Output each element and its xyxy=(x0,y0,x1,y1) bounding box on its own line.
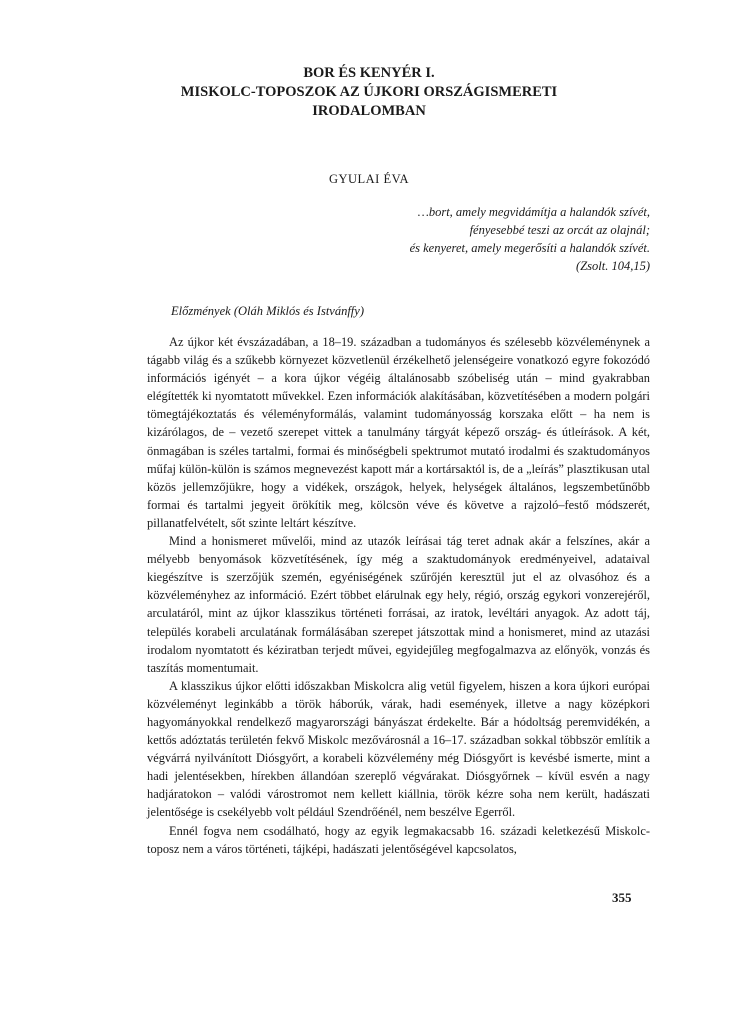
page-number: 355 xyxy=(612,890,632,905)
title-line-1: BOR ÉS KENYÉR I. xyxy=(303,65,435,81)
article-title xyxy=(100,64,638,121)
epigraph xyxy=(230,203,650,275)
paragraph: A klasszikus újkor előtti időszakban Miskolcra alig vetül figyelem, hiszen a kora újkori európai közvéleményt leginkább a török háborúk, várak, hadi események, illetve a nagy középkori hagyományokkal rendelkező magyarországi bányászat érdekelte. Bár a hódoltság peremvidékén, a kettős adóztatás területén fekvő Miskolc mezővárosnál a 16–17. században sokkal többször említik a végvárrá nyilvánított Diósgyőrt, a korabeli közvélemény még Diósgyőrt is kevésbé ismerte, mint a hadi jelentésekben, hírekben állandóan szereplő végvárakat. Diósgyőrnek – kívül esvén a nagy hadjáratokon – valódi várostromot nem kellett kiállnia, török kézre soha nem került, hadászati jelentősége is csekélyebb volt például Szendrőénél, nem beszélve Egerről. xyxy=(147,678,650,820)
epigraph-line-1: …bort, amely megvidámítja a halandók szívét, xyxy=(417,205,650,219)
epigraph-line-2: fényesebbé teszi az orcát az olajnál; xyxy=(469,223,650,237)
section-heading: Előzmények (Oláh Miklós és Istvánffy) xyxy=(171,304,364,318)
paragraph: Mind a honismeret művelői, mind az utazók leírásai tág teret adnak akár a felszínes, akár a mélyebb benyomások közvetítésének, így még a szaktudományok eredményeivel, adataival kiegészítve is szerzőjük szemén, egyéniségének szűrőjén keresztül jut el az olvasóhoz és a közvéleményhez az információ. Ezért többet elárulnak egy hely, régió, ország egykori vonzerejéről, arculatáról, mint az újkor klasszikus történeti forrásai, az iratok, levéltári anyagok. Az adott táj, település korabeli arculatának formálásában szerepet játszottak mind a honismeret, mind az utazási irodalom nyomtatott és kéziratban terjedt művei, egyidejűleg megfogalmazva az előnyök, vonzás és taszítás momentumait. xyxy=(147,534,650,675)
title-line-2: MISKOLC-TOPOSZOK AZ ÚJKORI ORSZÁGISMERETI xyxy=(180,84,558,100)
author-name: GYULAI ÉVA xyxy=(328,172,410,186)
body-text xyxy=(147,333,650,858)
paragraph: Az újkor két évszázadában, a 18–19. században a tudományos és szélesebb közvéleménynek a tágabb világ és a szűkebb környezet közvetlenül érzékelhető jelenségeire vonatkozó egyre fokozódó információs igényét – a kora újkor végéig általánosabb szóbeliség után – mind gyakrabban elégítették ki nyomtatott művekkel. Ezen információk alakításában, közvetítésében a modern polgári tömegtájékoztatás és véleményformálás, valamint tudományosság korszaka előtt – ha nem is kizárólagos, de – vezető szerepet vittek a tanulmány tárgyát képező ország- és útleírások. A két, önmagában is széles tartalmi, formai és minőségbeli spektrumot mutató irodalmi és szaktudományos műfaj külön-külön is számos megnevezést kapott már a kortársaktól is, de a „leírás” plasztikusan utal közös jellemzőjükre, hogy a vidékek, országok, helyek, helységek általános, legszembetűnőbb formai és tartalmi jegyeit örökítik meg, kölcsön véve és követve a rajzoló–festő módszerét, pillanatfelvételt, sőt szinte leltárt készítve. xyxy=(147,335,650,530)
epigraph-line-3: és kenyeret, amely megerősíti a halandók szívét. xyxy=(409,241,650,255)
title-line-3: IRODALOMBAN xyxy=(312,103,426,119)
epigraph-citation: (Zsolt. 104,15) xyxy=(576,259,650,273)
paragraph: Ennél fogva nem csodálható, hogy az egyik legmakacsabb 16. századi keletkezésű Miskolc-toposz nem a város történeti, tájképi, hadászati jelentőségével kapcsolatos, xyxy=(147,823,650,856)
